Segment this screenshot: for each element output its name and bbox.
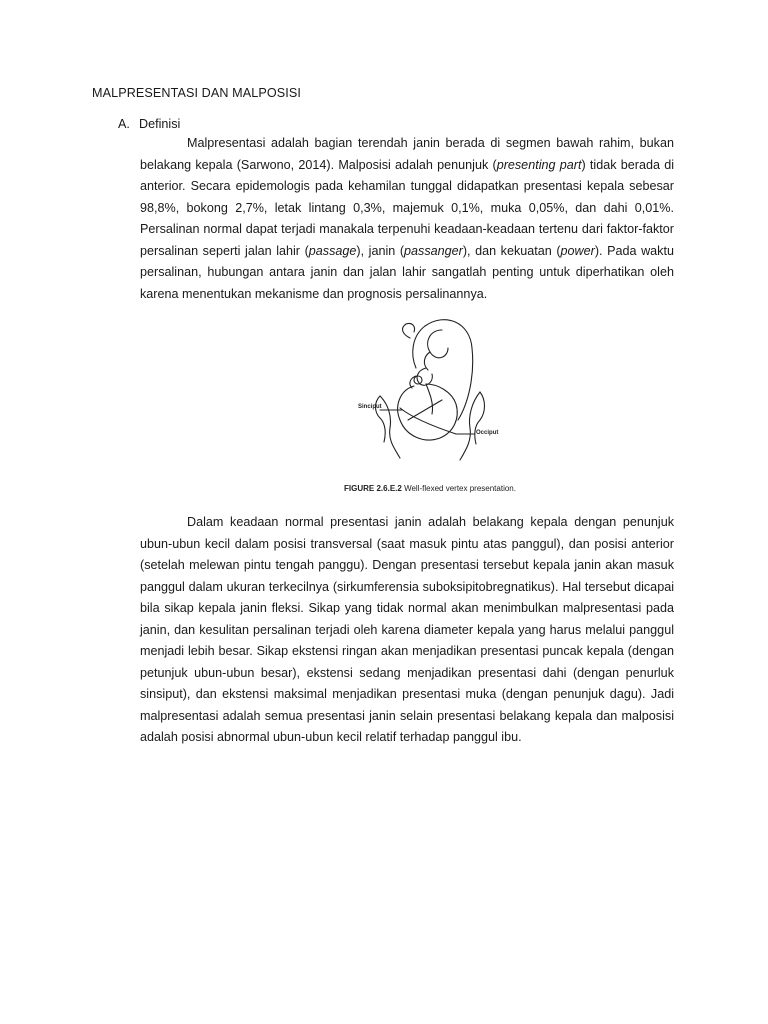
section-number: A.: [118, 117, 130, 131]
fetus-pelvis-illustration: [330, 308, 530, 478]
text-run: ). Pada waktu persalinan, hubungan antara janin dan jalan lahir sangatlah penting untuk diperhatikan oleh karena menentukan mekanisme dan prognosis persalinannya.: [140, 243, 674, 301]
section-heading: [118, 117, 180, 131]
figure-caption: [330, 484, 530, 493]
figure-vertex-presentation: [330, 308, 530, 503]
figure-caption-text: Well-flexed vertex presentation.: [404, 484, 516, 493]
italic-term: presenting part: [496, 157, 582, 172]
text-run: ), janin (: [356, 243, 405, 258]
paragraph-definition: [140, 133, 674, 305]
italic-term: passanger: [404, 243, 463, 258]
section-title: Definisi: [139, 117, 181, 131]
italic-term: passage: [308, 243, 357, 258]
italic-term: power: [560, 243, 595, 258]
text-run: ) tidak berada di anterior. Secara epidemologis pada kehamilan tunggal didapatkan presentasi kepala sebesar 98,8%, bokong 2,7%, letak lintang 0,3%, majemuk 0,1%, muka 0,05%, dan dahi 0,01%. Persalinan normal dapat terjadi manakala terpenuhi keadaan-keadaan tertenu dari faktor-faktor persalinan seperti jalan lahir (: [140, 157, 675, 258]
text-run: Malpresentasi adalah bagian terendah janin berada di segmen bawah rahim, bukan belakang kepala (Sarwono, 2014). Malposisi adalah penunjuk (: [140, 136, 674, 172]
page-title: MALPRESENTASI DAN MALPOSISI: [92, 86, 301, 100]
label-occiput: Occiput: [476, 430, 499, 436]
text-run: ), dan kekuatan (: [462, 243, 561, 258]
label-sinciput: Sinciput: [358, 404, 382, 410]
paragraph-normal-presentation: Dalam keadaan normal presentasi janin adalah belakang kepala dengan penunjuk ubun-ubun kecil dalam posisi transversal (saat masuk pintu atas panggul), dan posisi anterior (setelah melewan pintu tengah panggu). Dengan presentasi tersebut kepala janin akan masuk panggul dalam ukuran terkecilnya (sirkumferensia suboksipitobregnatikus). Hal tersebut dicapai bila sikap kepala janin fleksi. Sikap yang tidak normal akan menimbulkan malpresentasi pada janin, dan kesulitan persalinan terjadi oleh karena diameter kepala yang harus melalui panggul menjadi lebih besar. Sikap ekstensi ringan akan menjadikan presentasi puncak kepala (dengan petunjuk ubun-ubun besar), ekstensi sedang menjadikan presentasi dahi (dengan penurluk sinsiput), dan ekstensi maksimal menjadikan presentasi muka (dengan penunjuk dagu). Jadi malpresentasi adalah semua presentasi janin selain presentasi belakang kepala dan malposisi adalah posisi abnormal ubun-ubun kecil relatif terhadap panggul ibu.: [140, 515, 674, 744]
figure-number: FIGURE 2.6.E.2: [344, 484, 402, 493]
